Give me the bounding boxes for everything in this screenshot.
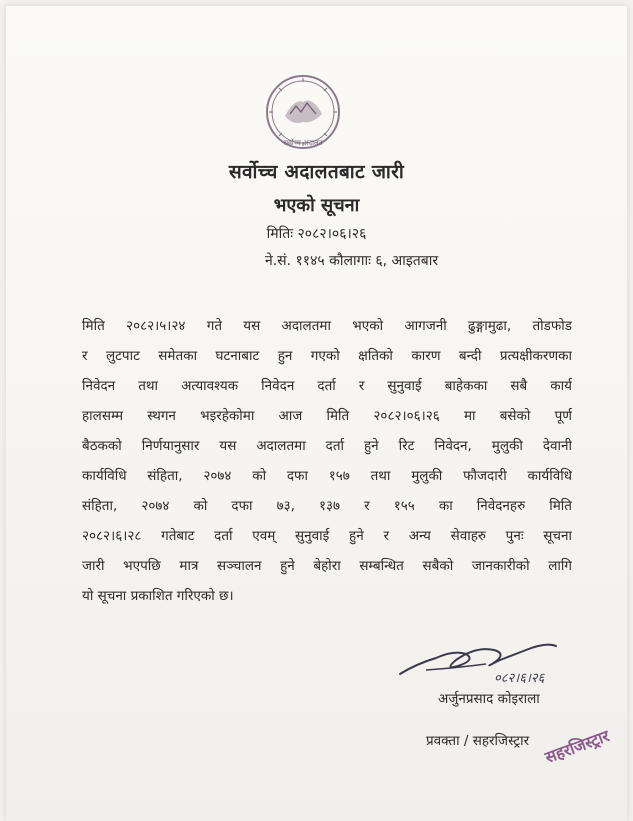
nepal-sambat-date: ने.सं. ११४५ कौलागाः ६, आइतबार [264,253,439,269]
svg-text:०८२।६।२६: ०८२।६।२६ [494,671,545,686]
signatory-title: प्रवक्ता / सहरजिस्ट्रार [426,733,530,749]
body-line: यो सूचना प्रकाशित गरिएको छ। [82,588,234,604]
body-line: जारी भएपछि मात्र सञ्चालन हुने बेहोरा सम्बन्धित सबैको जानकारीको लागि [82,558,572,574]
notice-title: सर्वोच्च अदालतबाट जारी [228,161,405,183]
notice-subtitle: भएको सूचना [273,195,360,216]
body-line: निवेदन तथा अत्यावश्यक निवेदन दर्ता र सुनुवाई बाहेकका सबै कार्य [82,378,572,394]
svg-text:सहरजिस्ट्रार: सहरजिस्ट्रार [542,726,612,767]
body-line: बैठकको निर्णयानुसार यस अदालतमा दर्ता हुने रिट निवेदन, मुलुकी देवानी [82,438,572,454]
notice-body [82,311,572,611]
handwritten-signature [396,624,586,688]
official-stamp [522,706,632,786]
supreme-court-emblem [260,72,346,152]
signatory-name: अर्जुनप्रसाद कोइराला [438,691,540,707]
body-line: २०८२।६।२८ गतेबाट दर्ता एवम् सुनुवाई हुने र अन्य सेवाहरु पुनः सूचना [82,528,572,544]
body-line: कार्यविधि संहिता, २०७४ को दफा १५७ तथा मुलुकी फौजदारी कार्यविधि [82,468,572,484]
notice-date: मितिः २०८२।०६।२६ [266,226,367,242]
body-line: हालसम्म स्थगन भइरहेकोमा आज मिति २०८२।०६।२६ मा बसेको पूर्ण [82,408,572,424]
svg-text:सर्वोच्च अदालत: सर्वोच्च अदालत [283,139,323,147]
notice-paper [6,6,627,821]
body-line: र लुटपाट समेतका घटनाबाट हुन गएको क्षतिको कारण बन्दी प्रत्यक्षीकरणका [82,348,572,364]
body-line: मिति २०८२।५।२४ गते यस अदालतमा भएको आगजनी ढुङ्गामुढा, तोडफोड [82,318,572,334]
body-line: संहिता, २०७४ को दफा ७३, १३७ र १५५ का निवेदनहरु मिति [82,498,572,514]
